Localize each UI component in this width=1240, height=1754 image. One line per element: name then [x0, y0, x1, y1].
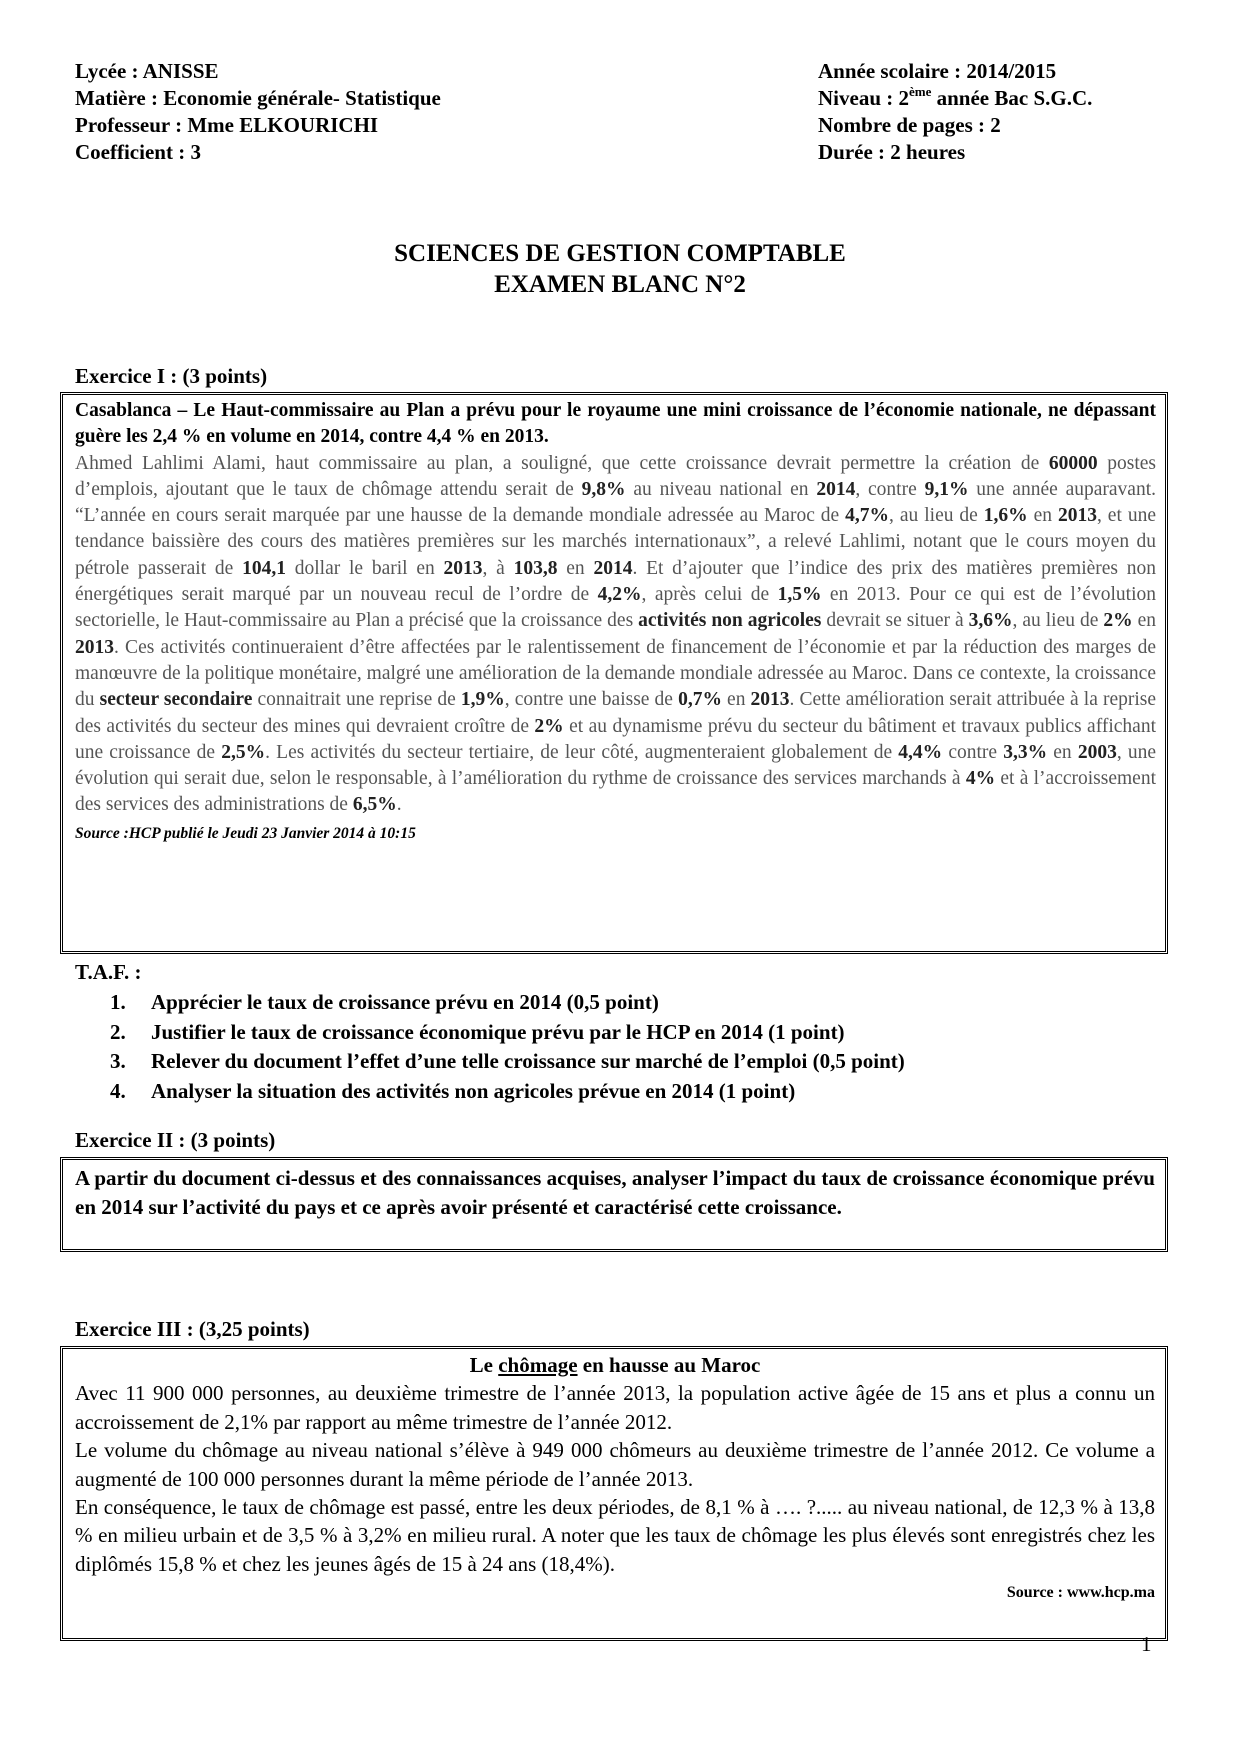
- subject: Matière : Economie générale- Statistique: [75, 86, 441, 110]
- document-body: Ahmed Lahlimi Alami, haut commissaire au plan, a souligné, que cette croissance devrait permettre la création de 60000 postes d’emplois, ajoutant que le taux de chômage attendu serait de 9,8% au niveau national en 2014, contre 9,1% une année auparavant. “L’année en cours serait marquée par une hausse de la demande mondiale adressée au Maroc de 4,7%, au lieu de 1,6% en 2013, et une tendance baissière des cours des matières premières sur les marchés internationaux”, a relevé Lahlimi, notant que le cours moyen du pétrole passerait de 104,1 dollar le baril en 2013, à 103,8 en 2014. Et d’ajouter que l’indice des prix des matières premières non énergétiques serait marqué par un nouveau recul de l’ordre de 4,2%, après celui de 1,5% en 2013. Pour ce qui est de l’évolution sectorielle, le Haut-commissaire au Plan a précisé que la croissance des activités non agricoles devrait se situer à 3,6%, au lieu de 2% en 2013. Ces activités continueraient d’être affectées par le ralentissement de financement de l’économie et par la réduction des marges de manœuvre de la politique monétaire, malgré une amélioration de la demande mondiale adressée au Maroc. Dans ce contexte, la croissance du secteur secondaire connaitrait une reprise de 1,9%, contre une baisse de 0,7% en 2013. Cette amélioration serait attribuée à la reprise des activités du secteur des mines qui devraient croître de 2% et au dynamisme prévu du secteur du bâtiment et travaux publics affichant une croissance de 2,5%. Les activités du secteur tertiaire, de leur côté, augmenteraient globalement de 4,4% contre 3,3% en 2003, une évolution qui serait due, selon le responsable, à l’amélioration du rythme de croissance des services marchands à 4% et à l’accroissement des services des administrations de 6,5%.: [75, 452, 1157, 816]
- task-item: 1. Apprécier le taux de croissance prévu en 2014 (0,5 point): [110, 990, 659, 1014]
- article-paragraph-3: En conséquence, le taux de chômage est passé, entre les deux périodes, de 8,1 % à …. ?..... au niveau national, de 12,3 % à 13,8 % en milieu urbain et de 3,5 % à 3,2% en milieu rural. A noter que les taux de chômage les plus élevés sont enregistrés chez les diplômés 15,8 % et chez les jeunes âgés de 15 à 24 ans (18,4%).: [75, 1495, 1155, 1576]
- exercise-3-heading: Exercice III : (3,25 points): [75, 1317, 310, 1341]
- teacher: Professeur : Mme ELKOURICHI: [75, 113, 379, 137]
- article-paragraph-1: Avec 11 900 000 personnes, au deuxième trimestre de l’année 2013, la population active âgée de 15 ans et plus a connu un accroissement de 2,1% par rapport au même trimestre de l’année 2012.: [75, 1381, 1155, 1434]
- school-name: Lycée : ANISSE: [75, 59, 219, 83]
- article-source: Source : www.hcp.ma: [1006, 1584, 1155, 1602]
- task-list: [110, 988, 905, 1106]
- document-source: Source :HCP publié le Jeudi 23 Janvier 2014 à 10:15: [75, 824, 416, 842]
- task-item: 2. Justifier le taux de croissance économique prévu par le HCP en 2014 (1 point): [110, 1019, 845, 1044]
- document-lead: Casablanca – Le Haut-commissaire au Plan a prévu pour le royaume une mini croissance de l’économie nationale, ne dépassant guère les 2,4 % en volume en 2014, contre 4,4 % en 2013.: [75, 400, 1156, 448]
- task-item: 3. Relever du document l’effet d’une telle croissance sur marché de l’emploi (0,5 point): [110, 1049, 905, 1073]
- exam-title: [0, 238, 1240, 300]
- header-left: [75, 58, 441, 166]
- title-line-2: EXAMEN BLANC N°2: [494, 271, 746, 298]
- title-line-1: SCIENCES DE GESTION COMPTABLE: [394, 240, 846, 267]
- exercise-3-document: [60, 1346, 1168, 1641]
- task-item: 4. Analyser la situation des activités non agricoles prévue en 2014 (1 point): [110, 1078, 796, 1103]
- page-number: 1: [1141, 1632, 1152, 1656]
- duration: Durée : 2 heures: [818, 140, 966, 164]
- exercise-2-heading: Exercice II : (3 points): [75, 1128, 276, 1152]
- taf-heading: T.A.F. :: [75, 960, 142, 984]
- level: Niveau : 2ème année Bac S.G.C.: [818, 84, 1093, 110]
- coefficient: Coefficient : 3: [75, 140, 201, 164]
- exercise-1-document: [60, 392, 1168, 954]
- article-paragraph-2: Le volume du chômage au niveau national s’élève à 949 000 chômeurs au deuxième trimestre de l’année 2012. Ce volume a augmenté de 100 000 personnes durant la même période de l’année 2013.: [75, 1438, 1155, 1491]
- page-count: Nombre de pages : 2: [818, 113, 1001, 137]
- exercise-2-question: A partir du document ci-dessus et des connaissances acquises, analyser l’impact du taux de croissance économique prévu en 2014 sur l’activité du pays et ce après avoir présenté et caractérisé cette croissance.: [60, 1157, 1168, 1252]
- school-year: Année scolaire : 2014/2015: [818, 59, 1057, 83]
- article-title: Le chômage en hausse au Maroc: [469, 1353, 761, 1377]
- header-right: [818, 58, 1092, 166]
- exercise-1-heading: Exercice I : (3 points): [75, 364, 268, 388]
